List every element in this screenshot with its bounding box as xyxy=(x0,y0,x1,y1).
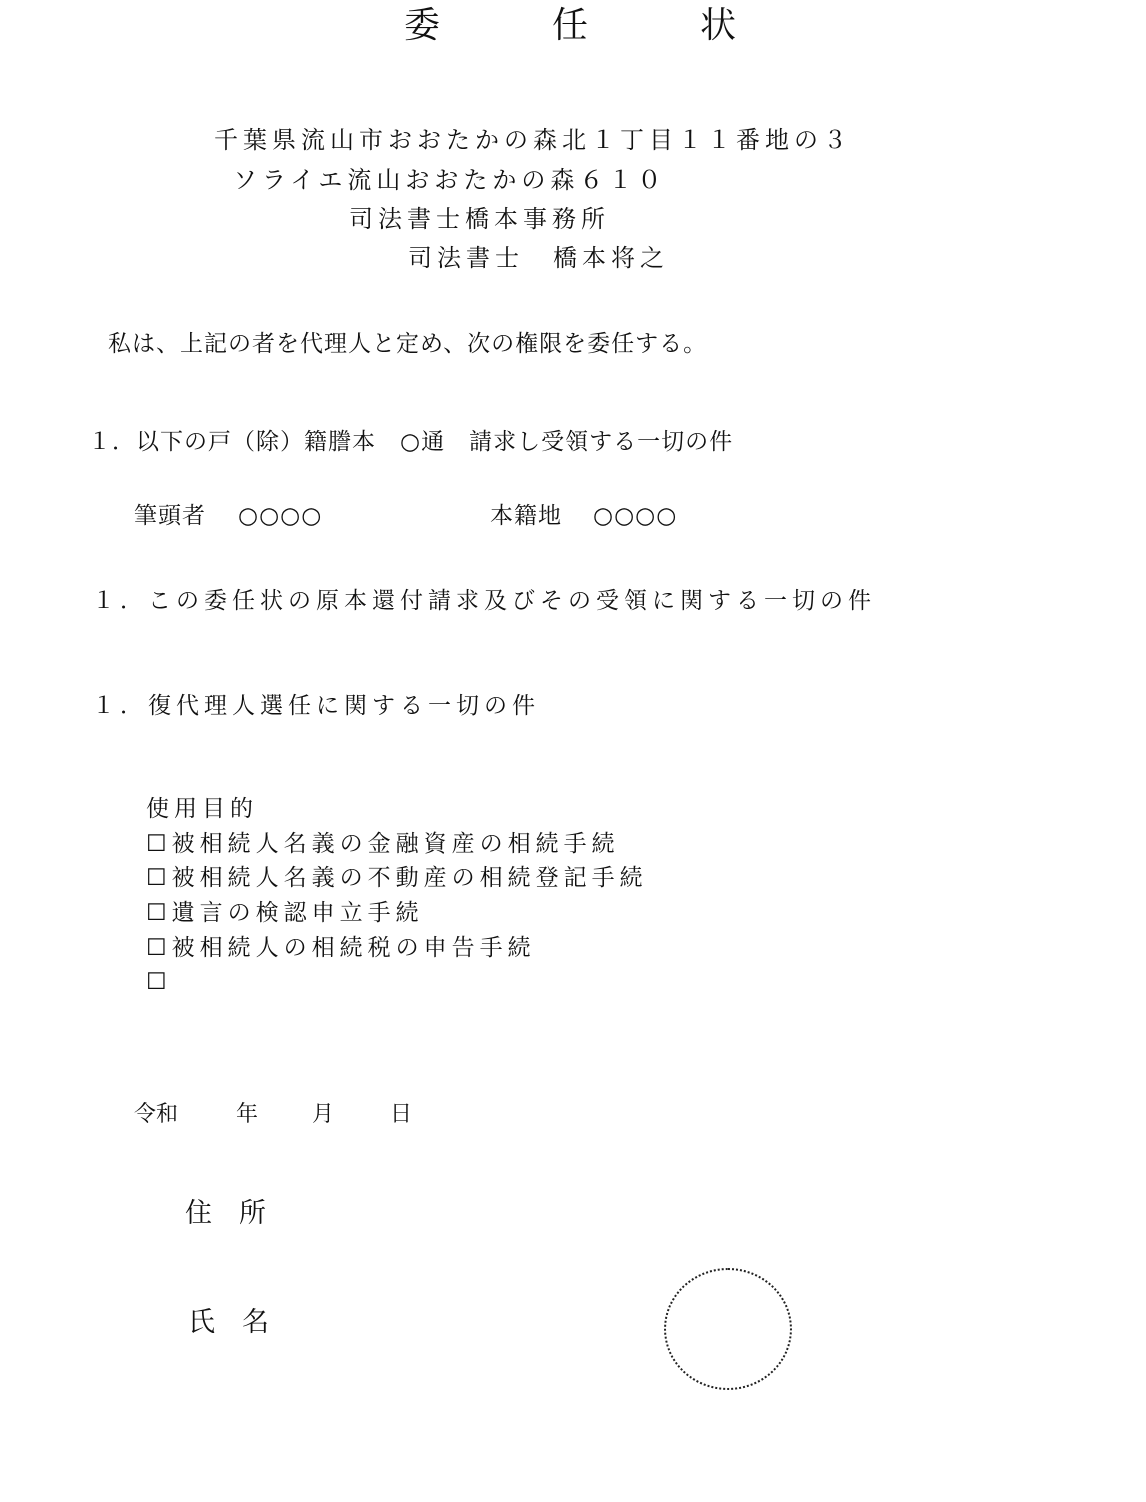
item-1: １．以下の戸（除）籍謄本 ○通 請求し受領する一切の件 xyxy=(88,429,734,455)
date-line xyxy=(134,1104,412,1126)
agent-address-line2: ソライエ流山おおたかの森６１０ xyxy=(233,166,667,194)
purpose-option-4: ☐被相続人の相続税の申告手続 xyxy=(146,935,536,961)
principal-name-label: 氏 名 xyxy=(188,1307,269,1338)
head-of-family-value: ○○○○ xyxy=(238,503,323,529)
date-era: 令和 xyxy=(134,1102,179,1127)
declaration-text: 私は、上記の者を代理人と定め、次の権限を委任する。 xyxy=(108,331,708,357)
domicile-value: ○○○○ xyxy=(593,503,678,529)
purpose-heading: 使用目的 xyxy=(146,796,258,822)
title-char-2: 任 xyxy=(552,5,589,46)
head-of-family-label: 筆頭者 xyxy=(134,503,206,529)
purpose-option-5: ☐ xyxy=(146,969,172,995)
date-day: 日 xyxy=(390,1102,413,1127)
purpose-option-1: ☐被相続人名義の金融資産の相続手続 xyxy=(146,831,620,857)
item-3: １．復代理人選任に関する一切の件 xyxy=(92,693,540,719)
date-year: 年 xyxy=(236,1102,259,1127)
title-char-3: 状 xyxy=(700,5,737,46)
agent-address-line1: 千葉県流山市おおたかの森北１丁目１１番地の３ xyxy=(214,126,852,154)
purpose-option-3: ☐遺言の検認申立手続 xyxy=(146,900,424,926)
agent-office: 司法書士橋本事務所 xyxy=(349,205,610,233)
domicile-label: 本籍地 xyxy=(490,503,562,529)
title-char-1: 委 xyxy=(404,5,441,46)
seal-circle xyxy=(664,1268,792,1390)
document-title xyxy=(404,5,740,46)
purpose-option-2: ☐被相続人名義の不動産の相続登記手続 xyxy=(146,865,648,891)
date-month: 月 xyxy=(312,1102,335,1127)
agent-name: 司法書士 橋本将之 xyxy=(408,244,669,272)
principal-address-label: 住 所 xyxy=(185,1198,266,1229)
item-2: １．この委任状の原本還付請求及びその受領に関する一切の件 xyxy=(92,588,876,614)
